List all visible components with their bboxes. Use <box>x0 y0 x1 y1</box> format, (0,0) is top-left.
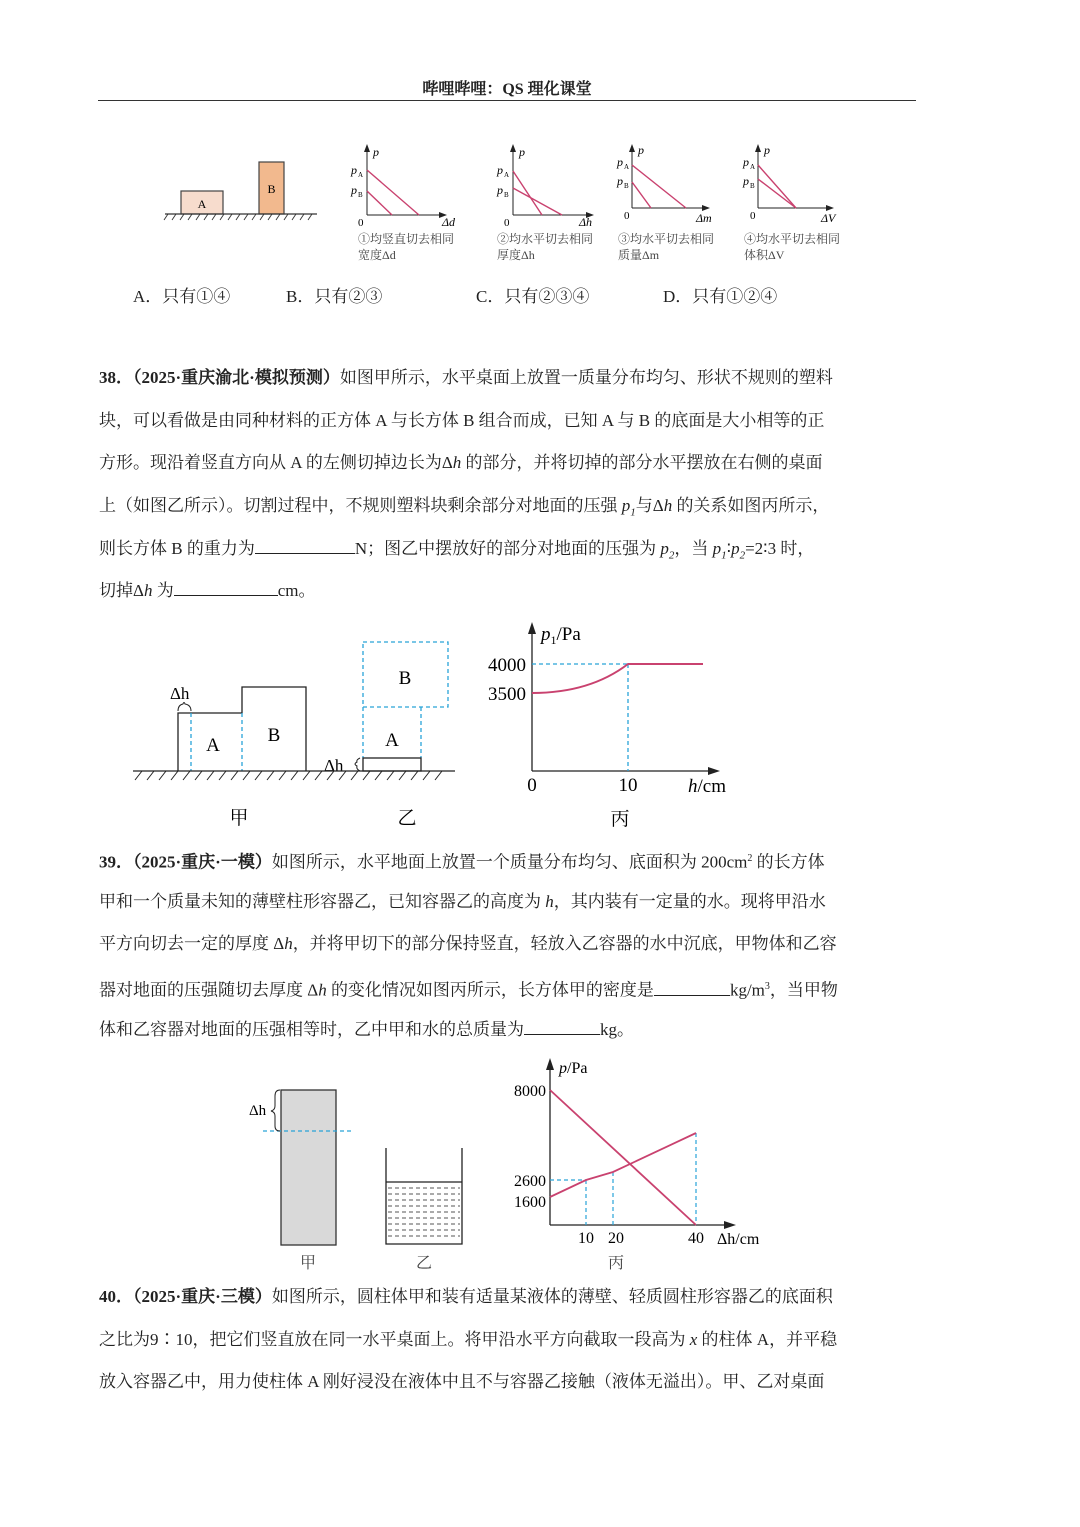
option-c[interactable]: C．只有②③④ <box>476 287 590 306</box>
svg-text:h/cm: h/cm <box>688 776 726 797</box>
svg-text:B: B <box>750 182 755 190</box>
q39-number: 39． <box>99 852 133 872</box>
q38-chart-bing <box>470 610 750 840</box>
svg-text:p/Pa: p/Pa <box>559 1060 588 1077</box>
svg-text:p: p <box>617 174 623 188</box>
q37-graph-4 <box>730 140 860 265</box>
svg-text:p: p <box>743 155 749 169</box>
header-divider <box>98 100 916 101</box>
q39-chart-bing <box>490 1050 780 1280</box>
option-a[interactable]: A．只有①④ <box>133 287 231 306</box>
svg-text:0: 0 <box>504 217 510 229</box>
svg-text:体积ΔV: 体积ΔV <box>744 248 785 262</box>
svg-text:p: p <box>351 183 357 197</box>
q40-source: （2025·重庆·三模） <box>133 1287 272 1306</box>
q37-options <box>133 282 933 306</box>
svg-text:10: 10 <box>618 775 638 796</box>
page-header: 哔哩哔哩：QS 理化课堂 <box>422 81 592 98</box>
svg-text:8000: 8000 <box>514 1083 546 1100</box>
svg-text:丙: 丙 <box>610 809 630 830</box>
svg-text:③均水平切去相同: ③均水平切去相同 <box>618 232 715 246</box>
svg-text:Δh: Δh <box>579 215 593 229</box>
q37-graph-2 <box>480 140 610 265</box>
svg-text:A: A <box>504 171 510 179</box>
block-b-label: B <box>267 182 276 196</box>
q39-blank-density[interactable] <box>654 979 730 996</box>
svg-text:Δh: Δh <box>249 1103 267 1119</box>
q40-text: 40．（2025·重庆·三模）如图所示，圆柱体甲和装有适量某液体的薄壁、轻质圆柱形容器乙的底面积 之比为9∶10，把它们竖直放在同一水平桌面上。将甲沿水平方向截取一段高为 x 的柱体 A，并平稳 放入容器乙中，用力使柱体 A 刚好浸没在液体中且不与容器乙接触（液体无溢出）。甲、乙对桌面 <box>99 1287 838 1392</box>
q39-source: （2025·重庆·一模） <box>133 852 272 872</box>
svg-text:Δd: Δd <box>442 215 456 229</box>
svg-text:10: 10 <box>578 1230 594 1247</box>
q38-number: 38． <box>99 368 133 387</box>
q39-figure-jia-yi <box>230 1050 490 1280</box>
svg-text:40: 40 <box>688 1230 704 1247</box>
svg-text:乙: 乙 <box>415 1255 433 1272</box>
svg-text:p: p <box>497 163 503 177</box>
svg-text:Δm: Δm <box>696 211 712 225</box>
option-b[interactable]: B．只有②③ <box>286 287 383 306</box>
q37-graph-1 <box>340 140 470 265</box>
option-d[interactable]: D．只有①②④ <box>663 287 778 306</box>
svg-text:B: B <box>267 725 281 746</box>
svg-text:A: A <box>624 163 630 171</box>
svg-text:0: 0 <box>624 210 630 222</box>
svg-text:p1/Pa: $p_1/Pa$ <box>541 624 581 647</box>
svg-text:p: p <box>617 155 623 169</box>
svg-text:Δh: Δh <box>324 756 344 775</box>
q39-text: 39．（2025·重庆·一模）如图所示，水平地面上放置一个质量分布均匀、底面积为 $200cm^2$ 的长方体 甲和一个质量未知的薄壁柱形容器乙，已知容器乙的高度为 h，其内装有一定量的水。现将甲沿水 平方向切去一定的厚度 Δh，并将甲切下的部分保持竖直，轻放入乙容器的水中沉底，甲物体和乙容 器对地面的压强随切去厚度 Δh 的变化情况如图丙所示，长方体甲的密度是 $kg/m^3$，当甲物 体和乙容器对地面的压强相等时，乙中甲和水的总质量为 kg。 <box>99 852 838 1039</box>
q38-text: 38．（2025·重庆渝北·模拟预测）如图甲所示，水平桌面上放置一质量分布均匀、形状不规则的塑料 块，可以看做是由同种材料的正方体 A 与长方体 B 组合而成，已知 A 与 B 的底面是大小相等的正 方形。现沿着竖直方向从 A 的左侧切掉边长为Δh 的部分，并将切掉的部分水平摆放在右侧的桌面 上（如图乙所示）。切割过程中，不规则塑料块剩余部分对地面的压强 $p_1$与Δh 的关系如图丙所示， 则长方体 B 的重力为 N；图乙中摆放好的部分对地面的压强为 $p_2$，当 $p_1∶p_2=2∶3$ 时， 切掉Δh 为 cm。 <box>99 368 833 601</box>
svg-text:B: B <box>624 182 629 190</box>
svg-text:B: B <box>504 191 509 199</box>
svg-text:p: p <box>743 174 749 188</box>
q37-graph-3 <box>600 140 730 265</box>
svg-text:甲: 甲 <box>299 1255 317 1272</box>
svg-text:1600: 1600 <box>514 1194 546 1211</box>
svg-text:3500: 3500 <box>488 684 526 705</box>
svg-text:4000: 4000 <box>488 655 526 676</box>
q37-blocks-figure <box>160 155 330 230</box>
svg-text:A: A <box>750 163 756 171</box>
svg-text:宽度Δd: 宽度Δd <box>358 248 396 262</box>
svg-text:④均水平切去相同: ④均水平切去相同 <box>744 232 841 246</box>
svg-text:A: A <box>385 730 399 751</box>
svg-text:0: 0 <box>750 210 756 222</box>
svg-text:②均水平切去相同: ②均水平切去相同 <box>497 232 594 246</box>
svg-text:Δh/cm: Δh/cm <box>717 1231 760 1248</box>
block-a-label: A <box>197 197 207 211</box>
svg-text:ΔV: ΔV <box>821 211 836 225</box>
svg-text:p: p <box>519 145 525 159</box>
q38-blank-weight[interactable] <box>255 537 355 554</box>
q38-figure-jia-yi <box>120 610 480 840</box>
jia-dh-label: Δh <box>170 684 190 703</box>
svg-text:质量Δm: 质量Δm <box>618 248 660 262</box>
svg-text:20: 20 <box>608 1230 624 1247</box>
svg-text:乙: 乙 <box>397 808 417 829</box>
q40-number: 40． <box>99 1287 133 1306</box>
svg-text:B: B <box>358 191 363 199</box>
q38-blank-length[interactable] <box>174 579 278 596</box>
svg-text:p: p <box>638 143 644 157</box>
svg-text:p: p <box>764 143 770 157</box>
svg-text:p: p <box>351 163 357 177</box>
svg-text:0: 0 <box>527 775 537 796</box>
q39-blank-mass[interactable] <box>524 1018 600 1035</box>
svg-text:p: p <box>373 145 379 159</box>
svg-text:甲: 甲 <box>229 808 249 829</box>
svg-text:A: A <box>206 735 220 756</box>
svg-text:p: p <box>497 183 503 197</box>
svg-text:0: 0 <box>358 217 364 229</box>
svg-text:丙: 丙 <box>607 1255 625 1272</box>
svg-text:①均竖直切去相同: ①均竖直切去相同 <box>358 232 455 246</box>
q38-source: （2025·重庆渝北·模拟预测） <box>133 368 340 387</box>
svg-text:2600: 2600 <box>514 1173 546 1190</box>
svg-text:B: B <box>398 668 412 689</box>
svg-text:厚度Δh: 厚度Δh <box>497 248 535 262</box>
svg-text:A: A <box>358 171 364 179</box>
